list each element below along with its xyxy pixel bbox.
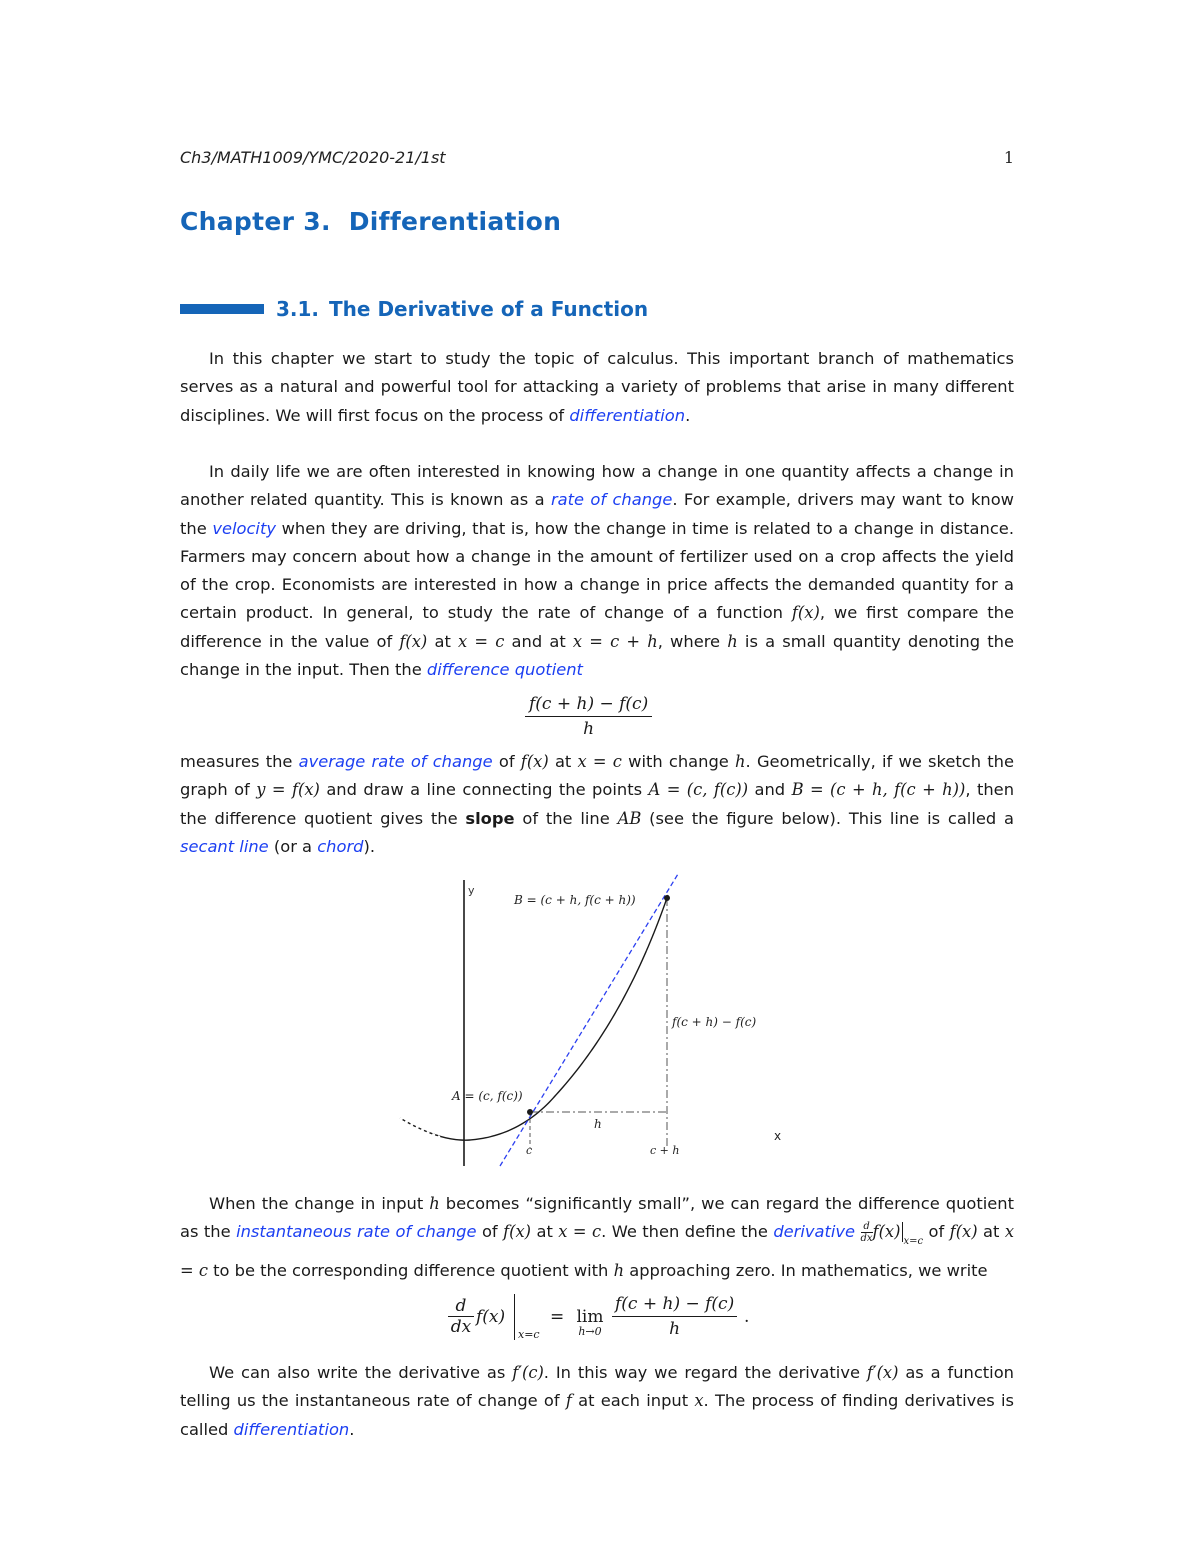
equation-period: .: [744, 1307, 750, 1327]
h-label: h: [594, 1117, 602, 1131]
y-axis-label: y: [468, 884, 475, 897]
text: In daily life we are often interested in knowing how a change in one quantity affects a change in another related quantity. This is known as a: [180, 462, 1014, 510]
limit-text: lim: [576, 1307, 604, 1327]
text: measures the: [180, 752, 299, 771]
text: of: [923, 1222, 950, 1242]
text: approaching zero. In mathematics, we write: [624, 1260, 988, 1280]
fraction-numerator: f(c + h) − f(c): [525, 694, 652, 717]
math: x: [694, 1391, 704, 1411]
text: to be the corresponding difference quotient with: [207, 1260, 614, 1280]
paragraph-rate-of-change: [180, 458, 1014, 684]
text: . The process of finding derivatives is called: [180, 1391, 1014, 1439]
point-b-label: B = (c + h, f(c + h)): [514, 893, 636, 907]
math: f′(x): [866, 1363, 899, 1382]
inline-derivative-operator: [861, 1221, 873, 1244]
text: .: [685, 405, 691, 425]
section-number: 3.1.: [276, 297, 320, 321]
evaluation-subscript: x=c: [518, 1328, 540, 1341]
evaluation-subscript: x=c: [903, 1236, 924, 1248]
text: ).: [363, 836, 376, 856]
curve-y-fx: [400, 895, 668, 1140]
fraction-numerator: d: [448, 1296, 474, 1317]
limit-operator: [572, 1307, 608, 1338]
x-axis-label: x: [774, 1129, 782, 1143]
text: at each input: [571, 1391, 695, 1411]
math: f(x): [949, 1222, 978, 1242]
section-bar-decoration: [180, 304, 264, 314]
chapter-name: Differentiation: [348, 207, 562, 236]
text: (see the figure below). This line is called a: [641, 808, 1014, 828]
text: , we first compare the difference in the value of: [180, 603, 1014, 651]
text: at: [531, 1222, 559, 1242]
fraction-numerator: d: [861, 1221, 873, 1233]
fraction-denominator: h: [669, 1319, 681, 1339]
text: is a small quantity denoting the change in the input. Then the: [180, 631, 1014, 680]
fraction-denominator: h: [583, 719, 595, 739]
keyword-derivative: derivative: [773, 1222, 856, 1242]
text: , then the difference quotient gives the: [180, 780, 1015, 828]
limit-subscript: h→0: [578, 1325, 602, 1338]
chapter-title: [180, 207, 561, 236]
text: .: [349, 1419, 355, 1439]
secant-line: [500, 874, 678, 1166]
text: , where: [657, 631, 728, 651]
paragraph-derivative-definition: [180, 1190, 1014, 1285]
math: f: [565, 1391, 572, 1411]
curve-dashed-tail: [400, 1118, 440, 1137]
text: and: [748, 780, 792, 800]
keyword-rate-of-change: rate of change: [550, 490, 673, 510]
math: B = (c + h, f(c + h)): [791, 780, 966, 800]
difference-quotient-equation: [525, 694, 652, 739]
section-title: The Derivative of a Function: [329, 297, 649, 321]
secant-line-figure: [380, 870, 800, 1180]
text: and at: [504, 631, 573, 651]
point-a-label: A = (c, f(c)): [452, 1089, 523, 1103]
c-plus-h-label: c + h: [650, 1144, 680, 1157]
text: of: [492, 752, 521, 771]
text: . We then define the: [601, 1222, 774, 1242]
math: h: [727, 631, 738, 651]
math: f(x): [791, 603, 820, 623]
text: at: [977, 1222, 1005, 1242]
text: at: [427, 631, 459, 651]
paragraph-secant: [180, 748, 1014, 861]
math: x = c: [458, 631, 505, 651]
text: (or a: [268, 836, 318, 856]
section-heading: [180, 297, 648, 321]
math: x = c + h: [572, 631, 658, 651]
text: with change: [621, 752, 736, 771]
text: becomes “significantly small”, we can regard the difference quotient as the: [180, 1194, 1014, 1242]
text: . In this way we regard the derivative: [543, 1363, 867, 1382]
paragraph-notation: [180, 1359, 1014, 1444]
math: f(x): [503, 1222, 532, 1242]
function-fx: f(x): [476, 1307, 506, 1327]
running-header: [180, 148, 1014, 167]
text: at: [548, 752, 578, 771]
math: h: [735, 752, 746, 771]
page-number: 1: [1003, 148, 1014, 167]
derivative-limit-equation: [448, 1294, 768, 1348]
math: f(x): [520, 752, 549, 771]
math: f(x): [399, 631, 428, 651]
paragraph-intro: [180, 345, 1014, 430]
bold-slope: slope: [465, 808, 515, 828]
math: A = (c, f(c)): [648, 780, 749, 800]
math: x = c: [577, 752, 622, 771]
chapter-number: Chapter 3.: [180, 207, 331, 236]
math: f′(c): [512, 1363, 544, 1382]
math: f(x): [872, 1222, 901, 1242]
vertical-difference-label: f(c + h) − f(c): [672, 1015, 757, 1029]
keyword-velocity: velocity: [212, 518, 276, 538]
math: y = f(x): [256, 780, 320, 800]
text: In this chapter we start to study the topic of calculus. This important branch of mathematics serves as a natural and powerful tool for attacking a variety of problems that arise in many different disciplines. We will first focus on the process of: [180, 349, 1014, 425]
math: x = c: [180, 1222, 1015, 1280]
text: . Geometrically, if we sketch the graph of: [180, 752, 1014, 800]
text: We can also write the derivative as: [209, 1363, 513, 1382]
math: AB: [617, 808, 642, 828]
derivative-operator: [448, 1296, 474, 1337]
text: . For example, drivers may want to know the: [180, 490, 1014, 538]
text: and draw a line connecting the points: [319, 780, 649, 800]
math: h: [429, 1194, 440, 1213]
running-title: Ch3/MATH1009/YMC/2020-21/1st: [180, 148, 446, 167]
keyword-differentiation: differentiation: [569, 405, 686, 425]
evaluation-bar: [514, 1294, 515, 1340]
text: of: [476, 1222, 504, 1242]
math: h: [613, 1260, 625, 1280]
text: When the change in input: [209, 1194, 430, 1213]
text: of the line: [514, 808, 618, 828]
c-label: c: [526, 1144, 533, 1157]
fraction-denominator: dx: [450, 1317, 472, 1337]
equals-sign: =: [550, 1307, 565, 1327]
keyword-instantaneous-rate-of-change: instantaneous rate of change: [236, 1222, 477, 1242]
math: x = c: [558, 1222, 602, 1242]
keyword-difference-quotient: difference quotient: [426, 660, 583, 680]
keyword-average-rate-of-change: average rate of change: [298, 752, 493, 771]
fraction-numerator: f(c + h) − f(c): [612, 1294, 737, 1317]
limit-fraction: [612, 1294, 737, 1339]
keyword-differentiation: differentiation: [233, 1419, 350, 1439]
text: when they are driving, that is, how the change in time is related to a change in distance. Farmers may concern about how a change in the amount of fertilizer used on a crop affects the yield of the crop. Economists are interested in how a change in price affects the demanded quantity for a certain product. In general, to study the rate of change of a function: [180, 518, 1014, 623]
keyword-secant-line: secant line: [180, 836, 269, 856]
keyword-chord: chord: [317, 836, 364, 856]
fraction-denominator: dx: [860, 1233, 873, 1245]
point-a: [527, 1109, 533, 1115]
point-b: [664, 895, 670, 901]
text: as a function telling us the instantaneous rate of change of: [180, 1363, 1014, 1411]
